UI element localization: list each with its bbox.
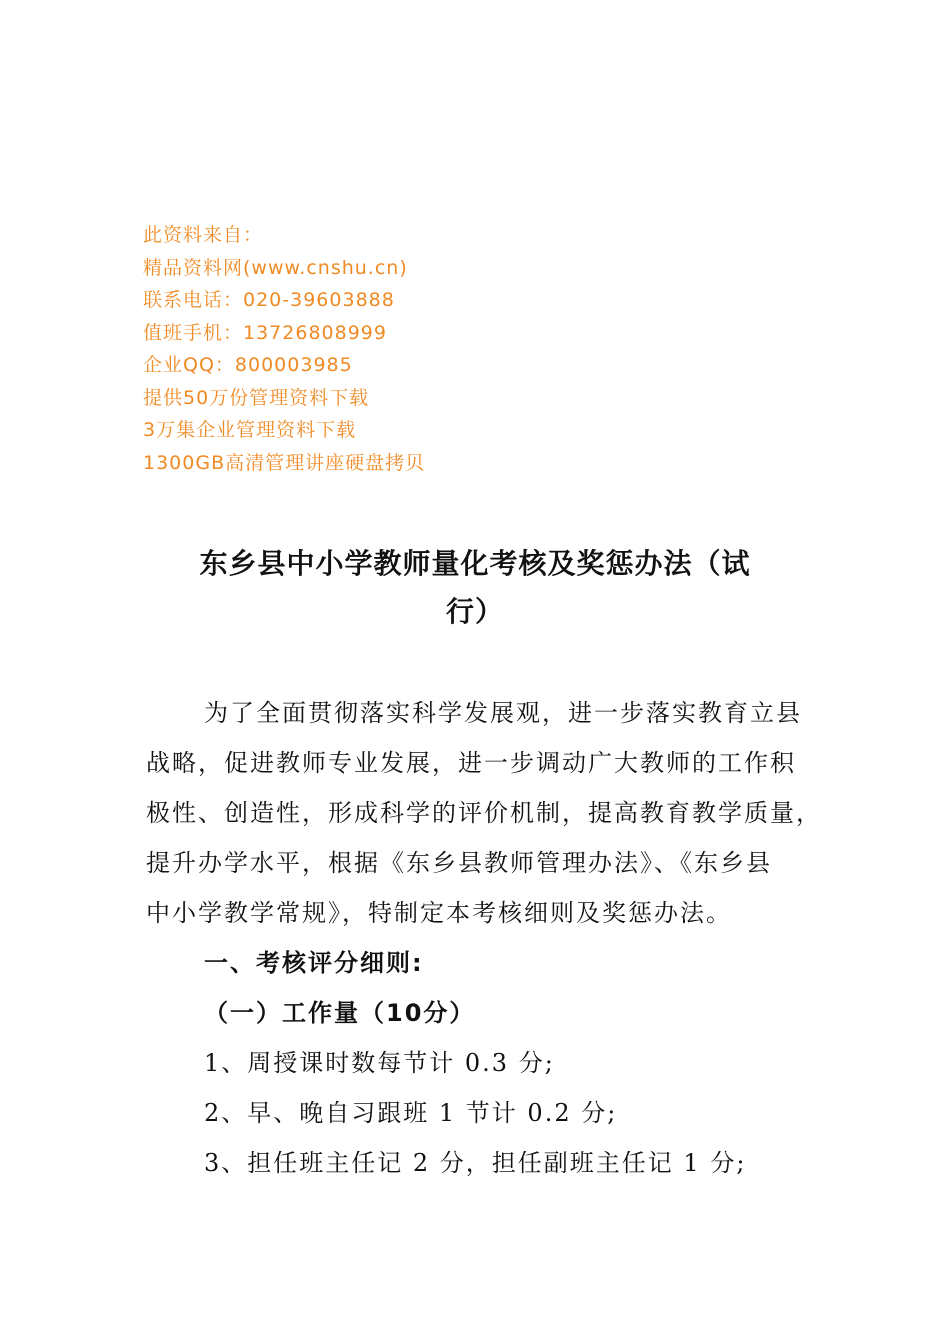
intro-line: 为了全面贯彻落实科学发展观，进一步落实教育立县 [204, 699, 802, 727]
promo-line: 企业QQ：800003985 [143, 354, 353, 376]
promo-line: 值班手机：13726808999 [143, 321, 387, 344]
list-item: 3、担任班主任记 2 分，担任副班主任记 1 分; [204, 1149, 747, 1177]
promo-line: 精品资料网(www.cnshu.cn) [143, 256, 408, 279]
promo-line: 3万集企业管理资料下载 [143, 419, 357, 441]
document-body [146, 688, 822, 1188]
section-heading: 一、考核评分细则: [204, 949, 424, 977]
title-line: 行） [445, 595, 504, 628]
intro-line: 中小学教学常规》，特制定本考核细则及奖惩办法。 [146, 899, 732, 927]
list-item: 1、周授课时数每节计 0.3 分; [204, 1049, 555, 1077]
intro-line: 战略，促进教师专业发展，进一步调动广大教师的工作积 [146, 749, 796, 777]
list-item: 2、早、晚自习跟班 1 节计 0.2 分; [204, 1099, 618, 1127]
promo-line: 提供50万份管理资料下载 [143, 386, 370, 409]
intro-line: 极性、创造性，形成科学的评价机制，提高教育教学质量， [146, 799, 822, 827]
promo-block [143, 219, 425, 479]
title-line: 东乡县中小学教师量化考核及奖惩办法（试 [199, 547, 751, 580]
document-title [150, 540, 800, 636]
promo-line: 1300GB高清管理讲座硬盘拷贝 [143, 451, 426, 474]
promo-line: 联系电话：020-39603888 [143, 289, 395, 311]
intro-line: 提升办学水平，根据《东乡县教师管理办法》、《东乡县 [146, 849, 772, 877]
subsection-heading: （一）工作量（10分） [204, 999, 476, 1027]
promo-line: 此资料来自： [143, 224, 264, 246]
